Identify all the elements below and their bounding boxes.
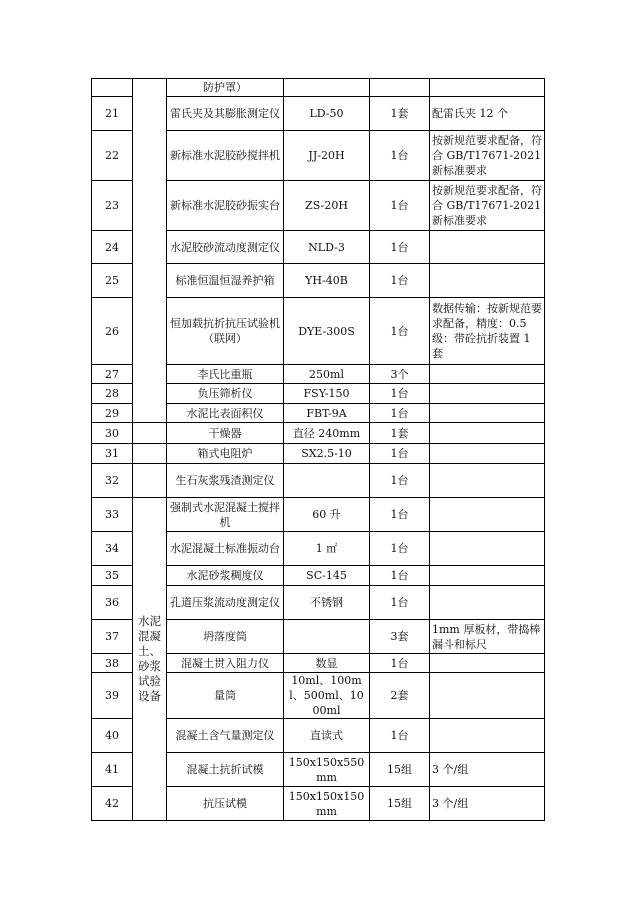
- equipment-quantity: 1台: [370, 264, 430, 298]
- equipment-model: DYE-300S: [284, 298, 370, 365]
- equipment-name: 抗压试模: [167, 787, 284, 821]
- table-row: [92, 444, 545, 464]
- category-cell-empty: [133, 423, 167, 444]
- row-number: 38: [92, 654, 133, 673]
- equipment-model: SX2.5-10: [284, 444, 370, 464]
- equipment-remark: [430, 654, 545, 673]
- equipment-name: 坍落度筒: [167, 620, 284, 654]
- equipment-remark: 3 个/组: [430, 787, 545, 821]
- equipment-quantity: 3个: [370, 365, 430, 384]
- equipment-quantity: 1台: [370, 719, 430, 753]
- equipment-model: [284, 620, 370, 654]
- equipment-model: 数显: [284, 654, 370, 673]
- equipment-quantity: 1台: [370, 532, 430, 566]
- equipment-quantity: 15组: [370, 753, 430, 787]
- row-number: 28: [92, 384, 133, 404]
- equipment-remark: [430, 444, 545, 464]
- equipment-remark: [430, 231, 545, 264]
- equipment-quantity: 2套: [370, 673, 430, 719]
- equipment-quantity: 1台: [370, 404, 430, 423]
- equipment-quantity: 1台: [370, 498, 430, 532]
- equipment-quantity: 1台: [370, 444, 430, 464]
- row-number: 41: [92, 753, 133, 787]
- category-cell-cement: [133, 79, 167, 423]
- equipment-model: 1 ㎡: [284, 532, 370, 566]
- table-row: [92, 498, 545, 532]
- equipment-remark: [430, 365, 545, 384]
- row-number: 26: [92, 298, 133, 365]
- row-number: 25: [92, 264, 133, 298]
- equipment-model: LD-50: [284, 97, 370, 131]
- equipment-quantity: 1台: [370, 181, 430, 231]
- row-number: 42: [92, 787, 133, 821]
- equipment-remark: [430, 423, 545, 444]
- row-number: 40: [92, 719, 133, 753]
- equipment-remark: [430, 566, 545, 586]
- row-number: 37: [92, 620, 133, 654]
- equipment-model: 250ml: [284, 365, 370, 384]
- equipment-model: YH-40B: [284, 264, 370, 298]
- equipment-model: ZS-20H: [284, 181, 370, 231]
- equipment-remark: [430, 404, 545, 423]
- row-number: 30: [92, 423, 133, 444]
- equipment-remark: [430, 586, 545, 620]
- equipment-model: 不锈钢: [284, 586, 370, 620]
- row-number: 36: [92, 586, 133, 620]
- equipment-name: 箱式电阻炉: [167, 444, 284, 464]
- row-number: 32: [92, 464, 133, 498]
- equipment-quantity: 1套: [370, 423, 430, 444]
- equipment-name: 水泥砂浆稠度仪: [167, 566, 284, 586]
- equipment-name: 孔道压浆流动度测定仪: [167, 586, 284, 620]
- equipment-model: [284, 464, 370, 498]
- equipment-model: 直读式: [284, 719, 370, 753]
- row-number: 21: [92, 97, 133, 131]
- row-number: 29: [92, 404, 133, 423]
- equipment-remark: 3 个/组: [430, 753, 545, 787]
- row-number: 35: [92, 566, 133, 586]
- equipment-name: 负压筛析仪: [167, 384, 284, 404]
- category-cell-concrete: [133, 498, 167, 821]
- equipment-quantity: 1台: [370, 464, 430, 498]
- equipment-remark: [430, 264, 545, 298]
- equipment-remark: [430, 498, 545, 532]
- equipment-name: 强制式水泥混凝土搅拌机: [167, 498, 284, 532]
- equipment-quantity: 1台: [370, 586, 430, 620]
- equipment-name: 标准恒温恒湿养护箱: [167, 264, 284, 298]
- equipment-model: NLD-3: [284, 231, 370, 264]
- row-number: 31: [92, 444, 133, 464]
- equipment-name: 新标准水泥胶砂振实台: [167, 181, 284, 231]
- category-label: 水泥混凝土、砂浆试验设备: [138, 614, 161, 703]
- category-cell-empty: [133, 464, 167, 498]
- equipment-quantity: 1套: [370, 97, 430, 131]
- equipment-model: 60 升: [284, 498, 370, 532]
- row-number: 33: [92, 498, 133, 532]
- row-number: 22: [92, 131, 133, 181]
- equipment-name: 干燥器: [167, 423, 284, 444]
- equipment-quantity: [370, 79, 430, 97]
- equipment-name: 混凝土贯入阻力仪: [167, 654, 284, 673]
- equipment-quantity: 1台: [370, 654, 430, 673]
- equipment-name: 生石灰浆残渣测定仪: [167, 464, 284, 498]
- equipment-remark: 数据传输：按新规范要求配备，精度：0.5 级：带砼抗折装置 1 套: [430, 298, 545, 365]
- equipment-remark: [430, 79, 545, 97]
- equipment-model: FSY-150: [284, 384, 370, 404]
- row-number: [92, 79, 133, 97]
- equipment-name: 雷氏夹及其膨胀测定仪: [167, 97, 284, 131]
- equipment-name: 李氏比重瓶: [167, 365, 284, 384]
- equipment-quantity: 1台: [370, 384, 430, 404]
- equipment-remark: 按新规范要求配备，符合 GB/T17671-2021 新标准要求: [430, 131, 545, 181]
- equipment-name: 恒加载抗折抗压试验机（联网）: [167, 298, 284, 365]
- equipment-remark: [430, 464, 545, 498]
- equipment-quantity: 1台: [370, 131, 430, 181]
- equipment-quantity: 1台: [370, 566, 430, 586]
- equipment-remark: 1mm 厚板材，带捣棒漏斗和标尺: [430, 620, 545, 654]
- equipment-remark: 配雷氏夹 12 个: [430, 97, 545, 131]
- equipment-name: 水泥比表面积仪: [167, 404, 284, 423]
- row-number: 39: [92, 673, 133, 719]
- table-row: [92, 79, 545, 97]
- row-number: 24: [92, 231, 133, 264]
- equipment-quantity: 15组: [370, 787, 430, 821]
- equipment-name: 防护罩）: [167, 79, 284, 97]
- equipment-remark: [430, 673, 545, 719]
- row-number: 27: [92, 365, 133, 384]
- equipment-name: 混凝土抗折试模: [167, 753, 284, 787]
- equipment-quantity: 1台: [370, 298, 430, 365]
- equipment-remark: [430, 719, 545, 753]
- equipment-model: SC-145: [284, 566, 370, 586]
- equipment-model: 直径 240mm: [284, 423, 370, 444]
- table-row: [92, 423, 545, 444]
- equipment-remark: [430, 532, 545, 566]
- equipment-model: 150x150x550mm: [284, 753, 370, 787]
- equipment-name: 混凝土含气量测定仪: [167, 719, 284, 753]
- equipment-model: FBT-9A: [284, 404, 370, 423]
- equipment-model: JJ-20H: [284, 131, 370, 181]
- equipment-name: 量筒: [167, 673, 284, 719]
- equipment-remark: [430, 384, 545, 404]
- equipment-remark: 按新规范要求配备，符合 GB/T17671-2021 新标准要求: [430, 181, 545, 231]
- equipment-name: 水泥混凝土标准振动台: [167, 532, 284, 566]
- equipment-model: [284, 79, 370, 97]
- table-row: [92, 464, 545, 498]
- equipment-model: 10ml、100ml、500ml、1000ml: [284, 673, 370, 719]
- equipment-quantity: 3套: [370, 620, 430, 654]
- equipment-quantity: 1台: [370, 231, 430, 264]
- equipment-name: 水泥胶砂流动度测定仪: [167, 231, 284, 264]
- equipment-table: [91, 78, 545, 821]
- equipment-name: 新标准水泥胶砂搅拌机: [167, 131, 284, 181]
- row-number: 34: [92, 532, 133, 566]
- category-cell-empty: [133, 444, 167, 464]
- equipment-model: 150x150x150mm: [284, 787, 370, 821]
- row-number: 23: [92, 181, 133, 231]
